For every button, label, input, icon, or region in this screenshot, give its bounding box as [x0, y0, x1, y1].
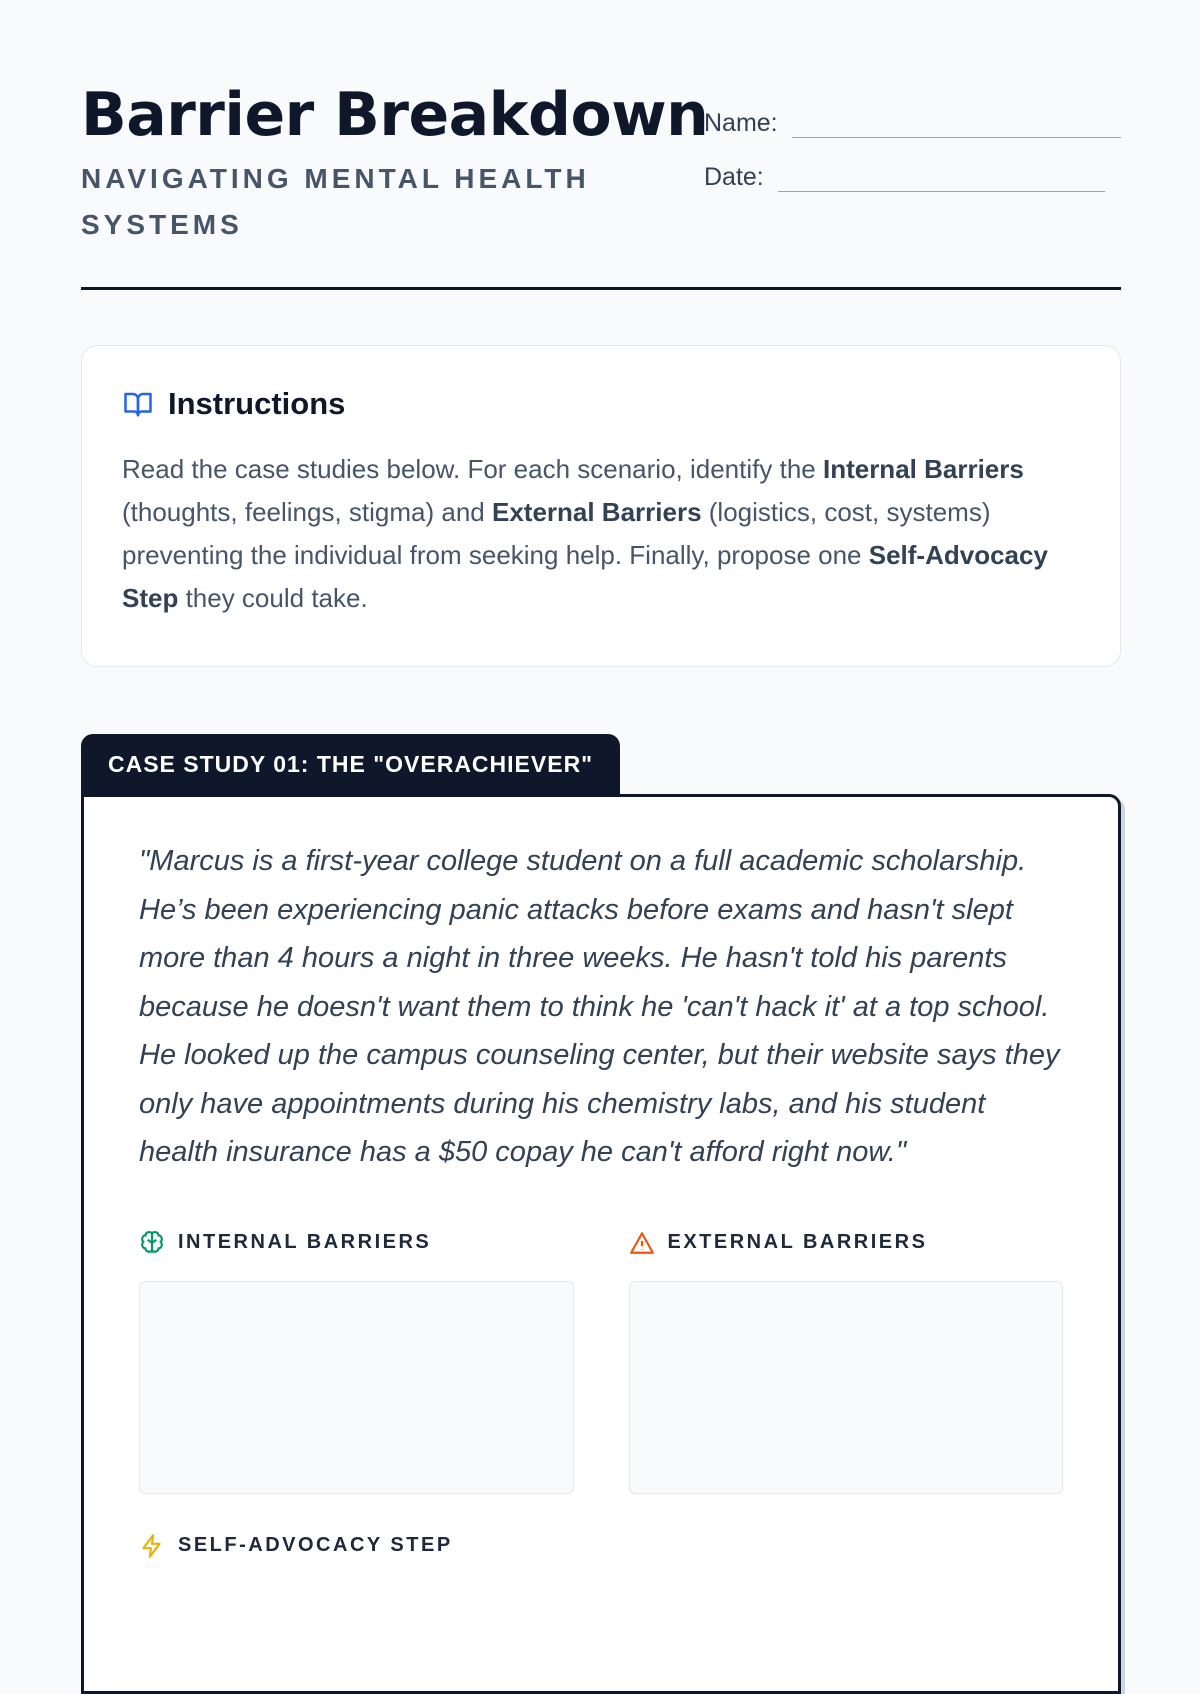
- external-term: External Barriers: [491, 497, 702, 527]
- page-title: Barrier Breakdown: [81, 80, 709, 150]
- text: they could take.: [178, 583, 368, 613]
- case-study-tab: CASE STUDY 01: THE "OVERACHIEVER": [81, 734, 620, 796]
- date-line[interactable]: [778, 164, 1105, 192]
- label-text: EXTERNAL BARRIERS: [667, 1231, 928, 1253]
- case-quote: "Marcus is a first-year college student on a full academic scholarship. He’s been experiencing panic attacks before exams and hasn't slept more than 4 hours a night in three weeks. He hasn't told his parents because he doesn't want them to think he 'can't hack it' at a top school. He looked up the campus counseling center, but their website says they only have appointments during his chemistry labs, and his student health insurance has a $50 copay he can't afford right now.": [139, 845, 1060, 1168]
- label-text: SELF-ADVOCACY STEP: [178, 1534, 453, 1556]
- lightning-icon: [139, 1533, 165, 1559]
- advocacy-term: Self-Advocacy Step: [122, 540, 1048, 613]
- text: (thoughts, feelings, stigma) and: [122, 497, 492, 527]
- date-label: Date:: [704, 163, 764, 191]
- self-advocacy-label: [139, 1532, 1063, 1560]
- internal-barriers-label: [139, 1229, 574, 1257]
- instructions-card: [81, 345, 1121, 667]
- page-subtitle: NAVIGATING MENTAL HEALTH SYSTEMS: [81, 163, 590, 240]
- case-study-card: [81, 794, 1121, 1694]
- label-text: INTERNAL BARRIERS: [178, 1231, 432, 1253]
- instructions-text: [122, 448, 1080, 620]
- name-date-fields: [704, 84, 1121, 192]
- header: [81, 80, 1121, 290]
- internal-term: Internal Barriers: [822, 454, 1024, 484]
- text: Read the case studies below. For each scenario, identify the: [122, 454, 823, 484]
- name-label: Name:: [704, 109, 778, 137]
- date-field[interactable]: [704, 138, 1121, 192]
- name-field[interactable]: [704, 84, 1121, 138]
- instructions-title: Instructions: [168, 386, 346, 421]
- warning-icon: [629, 1230, 655, 1256]
- name-line[interactable]: [792, 110, 1121, 138]
- external-barriers-label: [629, 1229, 1064, 1257]
- book-icon: [122, 389, 154, 419]
- text: (logistics, cost, systems) preventing the individual from seeking help. Finally, propose one: [122, 497, 991, 570]
- instructions-heading: [122, 386, 1080, 422]
- internal-barriers-answer-box[interactable]: [139, 1281, 574, 1494]
- brain-icon: [139, 1230, 165, 1256]
- external-barriers-answer-box[interactable]: [629, 1281, 1064, 1494]
